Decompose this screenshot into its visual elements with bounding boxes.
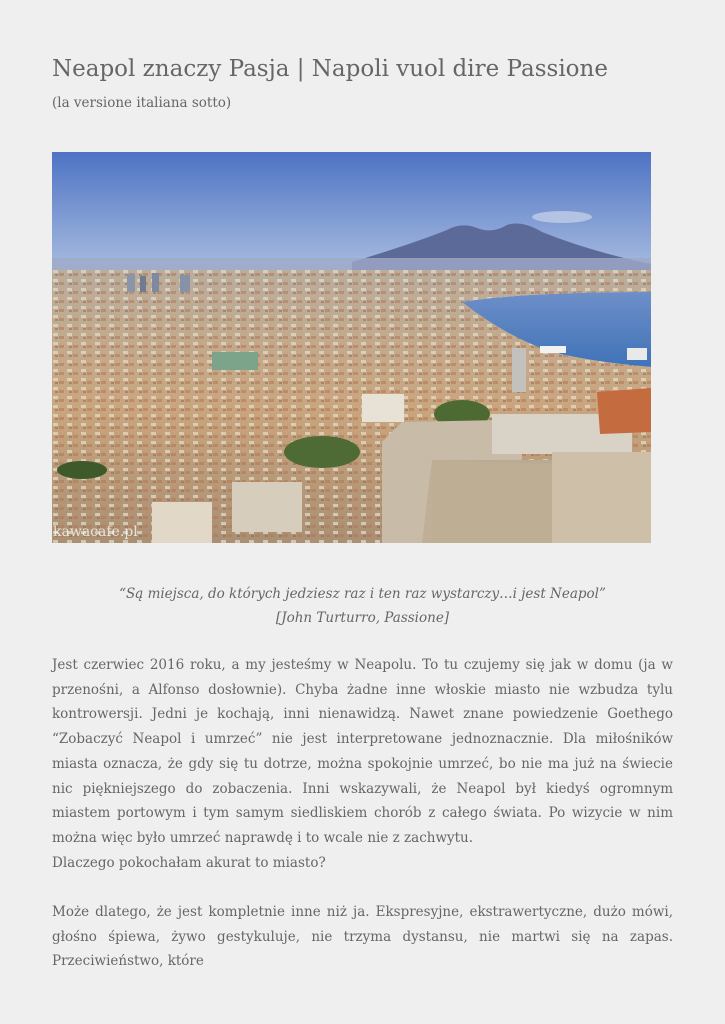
quote-text: “Są miejsca, do których jedziesz raz i ten raz wystarczy…i jest Neapol” xyxy=(119,586,606,602)
paragraph-3: Może dlatego, że jest kompletnie inne niż ja. Ekspresyjne, ekstrawertyczne, dużo mówi, głośno śpiewa, żywo gestykuluje, nie trzyma dystansu, nie martwi się na zapas. Przeciwieństwo, które xyxy=(52,904,673,970)
paragraph-1: Jest czerwiec 2016 roku, a my jesteśmy w Neapolu. To tu czujemy się jak w domu (ja w przenośni, a Alfonso dosłownie). Chyba żadne inne włoskie miasto nie wzbudza tylu kontrowersji. Jedni je kochają, inni nienawidzą. Nawet znane powiedzenie Goethego “Zobaczyć Neapol i umrzeć” nie jest interpretowane jednoznacznie. Dla miłośników miasta oznacza, że gdy się tu dotrze, można spokojnie umrzeć, bo nie ma już na świecie nic piękniejszego do zobaczenia. Inni wskazywali, że Neapol był kiedyś ogromnym miastem portowym i tym samym siedliskiem chorób z całego świata. Po wizycie w nim można więc było umrzeć naprawdę i to wcale nie z zachwytu. xyxy=(52,657,673,846)
post-content xyxy=(52,52,673,970)
quote-source: [John Turturro, Passione] xyxy=(275,610,450,626)
naples-panorama-image xyxy=(52,152,651,543)
post-subtitle: (la versione italiana sotto) xyxy=(52,95,232,111)
quote-block xyxy=(52,582,673,630)
paragraph-2: Dlaczego pokochałam akurat to miasto? xyxy=(52,855,326,871)
post-title: Neapol znaczy Pasja | Napoli vuol dire Passione xyxy=(52,56,608,82)
watermark-text: kawacafe.pl xyxy=(53,524,138,540)
